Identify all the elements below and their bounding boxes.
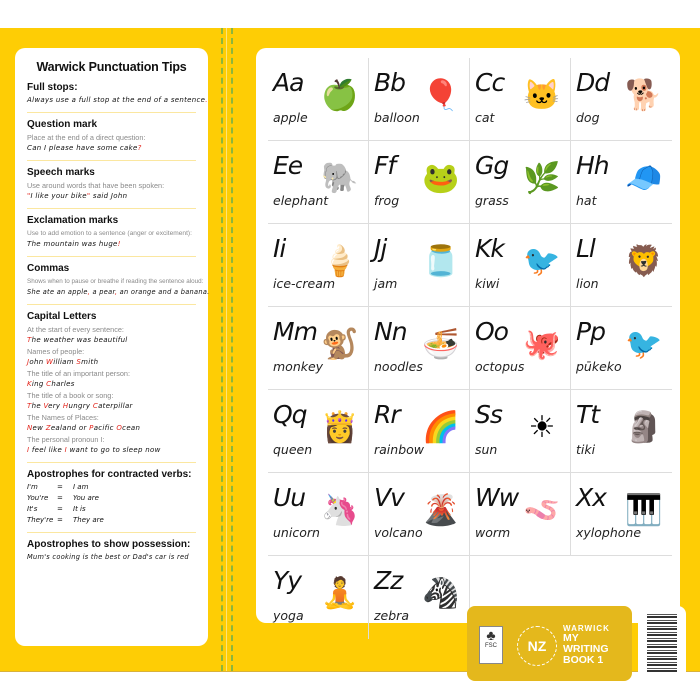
section-heading: Question mark [27, 119, 98, 130]
description: Use around words that have been spoken: [27, 181, 165, 190]
kiwi-icon: 🐦 [523, 245, 561, 278]
title-line: BOOK 1 [563, 654, 604, 666]
letter-pair: Zz [374, 566, 403, 595]
alphabet-cell [470, 307, 571, 390]
letter-pair: Aa [273, 68, 304, 97]
alphabet-cell [369, 58, 470, 141]
balloon-icon: 🎈 [422, 79, 460, 112]
contraction-row: They're = They are [27, 516, 104, 524]
alphabet-cell [268, 307, 369, 390]
letter-pair: Mm [273, 317, 317, 346]
example-word: cat [475, 110, 495, 125]
example: New Zealand or Pacific Ocean [27, 424, 141, 432]
letter-pair: Oo [475, 317, 508, 346]
punctuation-tips-panel [15, 48, 208, 646]
letter-pair: Ss [475, 400, 502, 429]
example-word: monkey [273, 359, 324, 374]
letter-pair: Uu [273, 483, 306, 512]
alphabet-cell [571, 58, 672, 141]
letter-pair: Gg [475, 151, 509, 180]
description: The title of a book or song: [27, 391, 114, 400]
section-exclamation-marks [27, 215, 196, 257]
description: The title of an important person: [27, 369, 131, 378]
section-question-mark [27, 119, 196, 161]
title-line: WRITING [563, 643, 609, 655]
alphabet-cell [369, 556, 470, 639]
title-line: MY [563, 632, 579, 644]
alphabet-panel [256, 48, 680, 623]
letter-pair: Ee [273, 151, 303, 180]
example-word: unicorn [273, 525, 320, 540]
letter-pair: Vv [374, 483, 404, 512]
tips-title: Warwick Punctuation Tips [36, 60, 187, 74]
alphabet-cell [571, 307, 672, 390]
letter-pair: Tt [576, 400, 600, 429]
alphabet-cell [571, 390, 672, 473]
alphabet-cell [369, 141, 470, 224]
letter-pair: Rr [374, 400, 400, 429]
letter-pair: Cc [475, 68, 505, 97]
monkey-icon: 🐒 [321, 328, 359, 361]
example: Always use a full stop at the end of a sentence. [27, 96, 208, 104]
brand-block [467, 600, 689, 688]
book-title [563, 624, 610, 666]
letter-pair: Bb [374, 68, 406, 97]
example-word: jam [374, 276, 398, 291]
alphabet-cell [470, 58, 571, 141]
description: The Names of Places: [27, 413, 99, 422]
description: At the start of every sentence: [27, 325, 124, 334]
example-word: queen [273, 442, 313, 457]
hat-icon: 🧢 [625, 162, 663, 195]
section-heading: Apostrophes for contracted verbs: [27, 469, 192, 480]
description: The personal pronoun I: [27, 435, 105, 444]
rainbow-icon: 🌈 [422, 411, 460, 444]
section-heading: Speech marks [27, 167, 95, 178]
alphabet-cell [268, 390, 369, 473]
letter-pair: Hh [576, 151, 609, 180]
example-word: volcano [374, 525, 423, 540]
letter-pair: Qq [273, 400, 307, 429]
section-possession [27, 539, 196, 569]
alphabet-cell [369, 224, 470, 307]
section-heading: Capital Letters [27, 311, 97, 322]
alphabet-cell [268, 556, 369, 639]
icecream-icon: 🍦 [321, 245, 359, 278]
section-capital-letters [27, 311, 196, 463]
letter-pair: Jj [374, 234, 387, 263]
alphabet-cell [369, 390, 470, 473]
alphabet-cell [470, 473, 571, 556]
section-heading: Exclamation marks [27, 215, 119, 226]
example-word: frog [374, 193, 400, 208]
example-word: sun [475, 442, 498, 457]
example-word: ice-cream [273, 276, 336, 291]
unicorn-icon: 🦄 [321, 494, 359, 527]
xylophone-icon: 🎹 [625, 494, 663, 527]
worm-icon: 🪱 [523, 494, 561, 527]
section-heading: Commas [27, 263, 70, 274]
alphabet-cell [369, 307, 470, 390]
volcano-icon: 🌋 [422, 494, 460, 527]
letter-pair: Xx [576, 483, 606, 512]
zebra-icon: 🦓 [422, 577, 460, 610]
example: John William Smith [27, 358, 99, 366]
contraction-row: You're = You are [27, 494, 99, 502]
letter-pair: Ww [475, 483, 519, 512]
section-full-stops [27, 82, 208, 113]
section-contracted-verbs [27, 469, 196, 533]
example-word: balloon [374, 110, 420, 125]
alphabet-grid [268, 58, 672, 639]
spine-stitch-right [231, 28, 233, 671]
example-word: worm [475, 525, 511, 540]
alphabet-cell [571, 224, 672, 307]
letter-pair: Yy [273, 566, 302, 595]
alphabet-cell [268, 141, 369, 224]
alphabet-cell [571, 141, 672, 224]
example: She ate an apple, a pear, an orange and a banana. [27, 288, 210, 296]
example-word: dog [576, 110, 600, 125]
alphabet-cell [369, 473, 470, 556]
letter-pair: Ii [273, 234, 286, 263]
sun-icon: ☀ [528, 411, 556, 444]
yoga-icon: 🧘 [321, 577, 359, 610]
cat-icon: 🐱 [523, 79, 561, 112]
example: The Very Hungry Caterpillar [27, 402, 133, 410]
section-commas [27, 263, 210, 305]
example-word: xylophone [576, 525, 642, 540]
example-word: lion [576, 276, 599, 291]
noodles-icon: 🍜 [422, 328, 460, 361]
alphabet-cell [470, 224, 571, 307]
alphabet-cell [571, 473, 672, 556]
example-word: hat [576, 193, 597, 208]
description: Place at the end of a direct question: [27, 133, 146, 142]
example-word: zebra [374, 608, 409, 623]
letter-pair: Ll [576, 234, 595, 263]
example: King Charles [27, 380, 75, 388]
letter-pair: Kk [475, 234, 504, 263]
lion-icon: 🦁 [625, 245, 663, 278]
designed-in-nz-badge-icon: NZ [517, 626, 557, 666]
apple-icon: 🍏 [321, 79, 359, 112]
elephant-icon: 🐘 [321, 162, 359, 195]
tiki-icon: 🗿 [625, 411, 663, 444]
example: The weather was beautiful [27, 336, 128, 344]
description: Shows when to pause or breathe if reading the sentence aloud: [27, 278, 204, 285]
grass-icon: 🌿 [523, 162, 561, 195]
example: Mum's cooking is the best or Dad's car is red [27, 553, 189, 561]
contraction-row: I'm = I am [27, 483, 89, 491]
example: The mountain was huge! [27, 240, 121, 248]
spine-stitch-left [221, 28, 223, 671]
alphabet-cell [268, 224, 369, 307]
contraction-row: It's = It is [27, 505, 86, 513]
description: Use to add emotion to a sentence (anger or excitement): [27, 230, 192, 237]
octopus-icon: 🐙 [523, 328, 561, 361]
example-word: pūkeko [576, 359, 622, 374]
section-speech-marks [27, 167, 196, 209]
example: Can I please have some cake? [27, 144, 142, 152]
alphabet-cell [268, 58, 369, 141]
fsc-logo-icon: ♣ FSC [479, 626, 503, 664]
example-word: apple [273, 110, 308, 125]
description: Names of people: [27, 347, 85, 356]
letter-pair: Nn [374, 317, 407, 346]
letter-pair: Ff [374, 151, 396, 180]
example: I feel like I want to go to sleep now [27, 446, 161, 454]
example-word: octopus [475, 359, 525, 374]
jam-icon: 🫙 [422, 245, 460, 278]
pkeko-icon: 🐦 [625, 328, 663, 361]
alphabet-cell [268, 473, 369, 556]
example-word: kiwi [475, 276, 500, 291]
barcode [638, 606, 686, 681]
example-word: yoga [273, 608, 304, 623]
alphabet-cell [470, 141, 571, 224]
book-cover [0, 28, 700, 672]
letter-pair: Dd [576, 68, 610, 97]
alphabet-cell [470, 390, 571, 473]
brand-name: WARWICK [563, 624, 610, 633]
spine-fold [226, 28, 227, 671]
barcode-icon [647, 614, 677, 672]
example: "I like your bike" said John [27, 192, 128, 200]
frog-icon: 🐸 [422, 162, 460, 195]
example-word: grass [475, 193, 509, 208]
section-heading: Full stops: [27, 82, 78, 93]
example-word: tiki [576, 442, 596, 457]
example-word: noodles [374, 359, 423, 374]
section-heading: Apostrophes to show possession: [27, 539, 191, 550]
dog-icon: 🐕 [625, 79, 663, 112]
letter-pair: Pp [576, 317, 605, 346]
example-word: elephant [273, 193, 329, 208]
example-word: rainbow [374, 442, 424, 457]
brand-box [467, 606, 632, 681]
queen-icon: 👸 [321, 411, 359, 444]
